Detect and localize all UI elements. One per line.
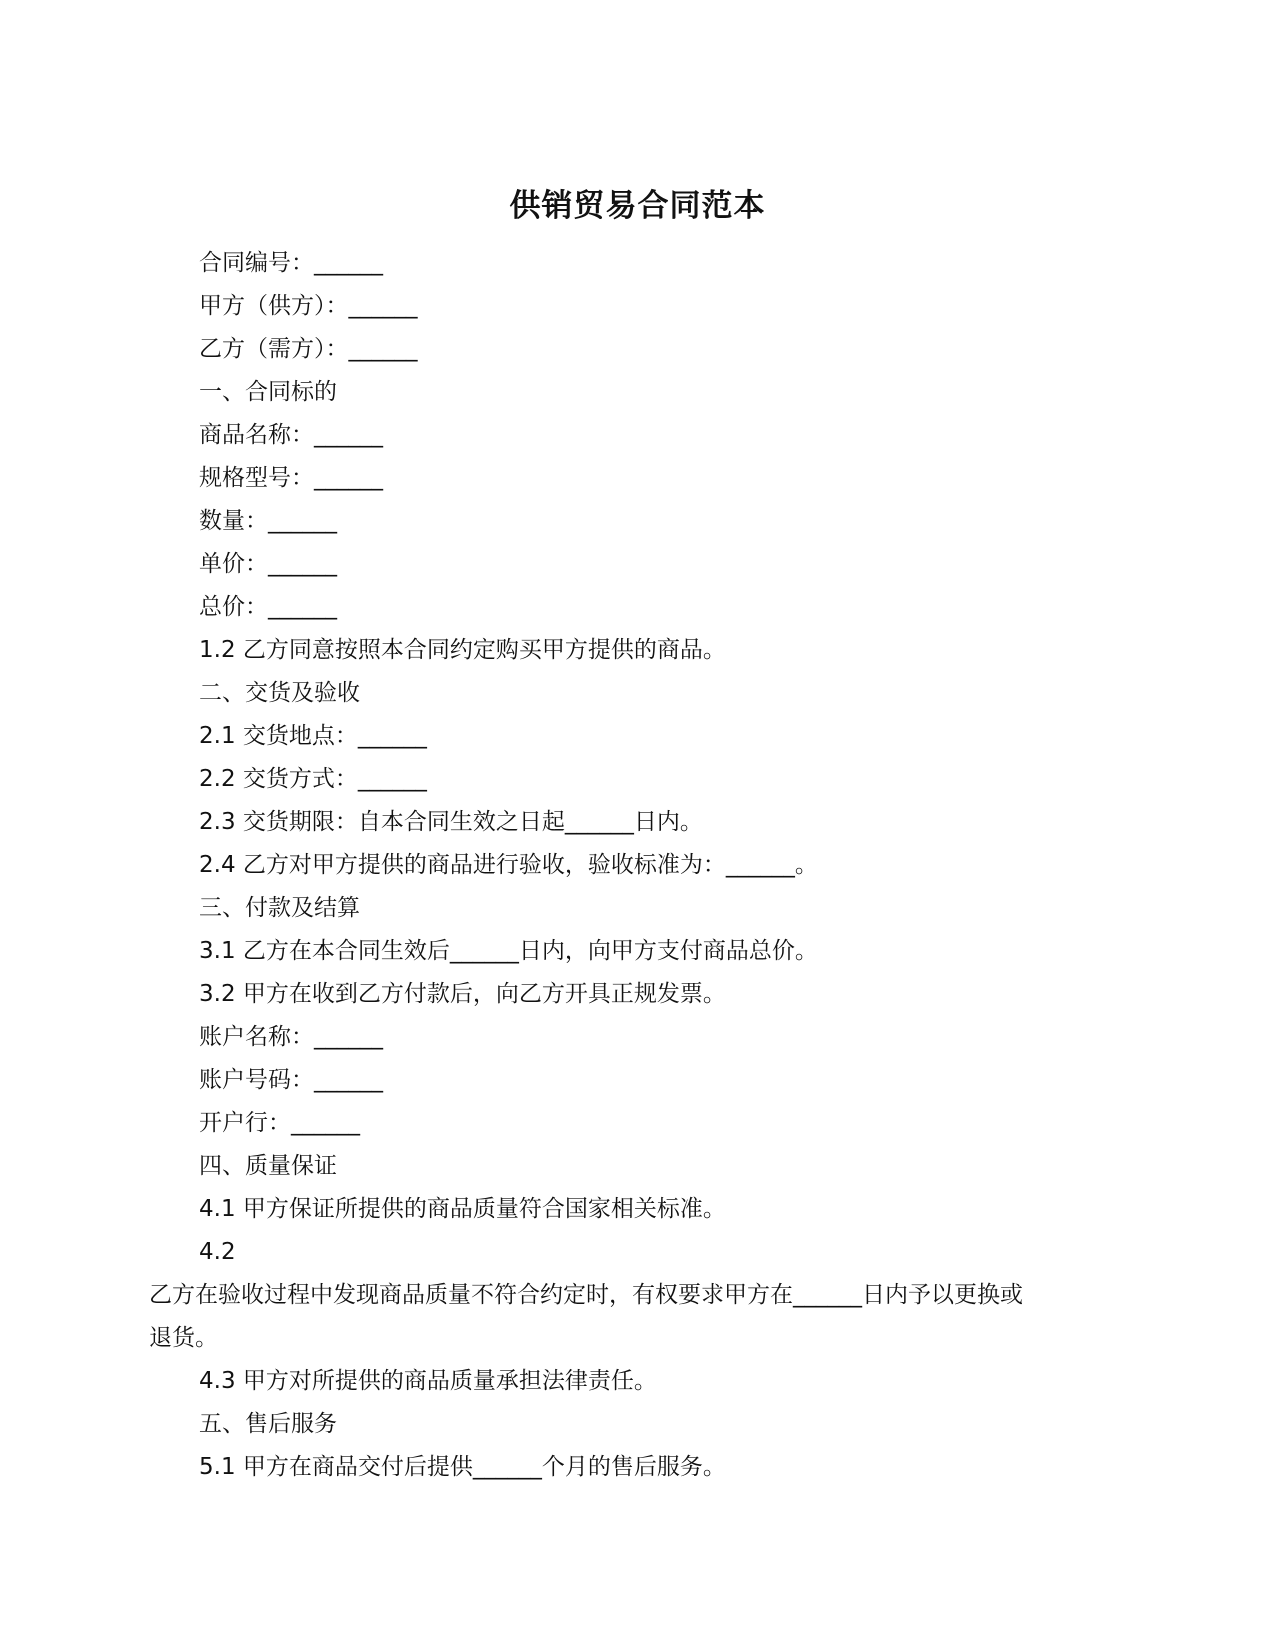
document-line: 规格型号：______	[199, 465, 383, 491]
document-line: 4.1 甲方保证所提供的商品质量符合国家相关标准。	[199, 1196, 726, 1222]
document-line: 乙方在验收过程中发现商品质量不符合约定时，有权要求甲方在______日内予以更换或	[149, 1282, 1023, 1308]
document-line: 2.4 乙方对甲方提供的商品进行验收，验收标准为：______。	[199, 852, 818, 878]
document-line: 2.1 交货地点：______	[199, 723, 427, 749]
document-line: 五、售后服务	[199, 1411, 337, 1437]
document-line: 甲方（供方）：______	[199, 293, 418, 319]
document-line: 商品名称：______	[199, 422, 383, 448]
document-line: 3.2 甲方在收到乙方付款后，向乙方开具正规发票。	[199, 981, 726, 1007]
document-title: 供销贸易合同范本	[509, 188, 766, 224]
document-line: 四、质量保证	[199, 1153, 337, 1179]
document-line: 单价：______	[199, 551, 337, 577]
document-line: 总价：______	[199, 594, 337, 620]
document-line: 账户号码：______	[199, 1067, 383, 1093]
document-line: 数量：______	[199, 508, 337, 534]
document-line: 5.1 甲方在商品交付后提供______个月的售后服务。	[199, 1454, 726, 1480]
document-line: 乙方（需方）：______	[199, 336, 418, 362]
document-line: 开户行：______	[199, 1110, 360, 1136]
document-line: 1.2 乙方同意按照本合同约定购买甲方提供的商品。	[199, 637, 726, 663]
document-body	[149, 242, 1129, 1489]
document-line: 账户名称：______	[199, 1024, 383, 1050]
document-line: 2.2 交货方式：______	[199, 766, 427, 792]
document-line: 4.2	[199, 1239, 236, 1265]
document-line: 2.3 交货期限：自本合同生效之日起______日内。	[199, 809, 703, 835]
document-line: 退货。	[149, 1325, 218, 1351]
document-line: 一、合同标的	[199, 379, 337, 405]
document-line: 合同编号：______	[199, 250, 383, 276]
document-line: 4.3 甲方对所提供的商品质量承担法律责任。	[199, 1368, 657, 1394]
document-line: 三、付款及结算	[199, 895, 360, 921]
document-line: 3.1 乙方在本合同生效后______日内，向甲方支付商品总价。	[199, 938, 818, 964]
document-line: 二、交货及验收	[199, 680, 360, 706]
